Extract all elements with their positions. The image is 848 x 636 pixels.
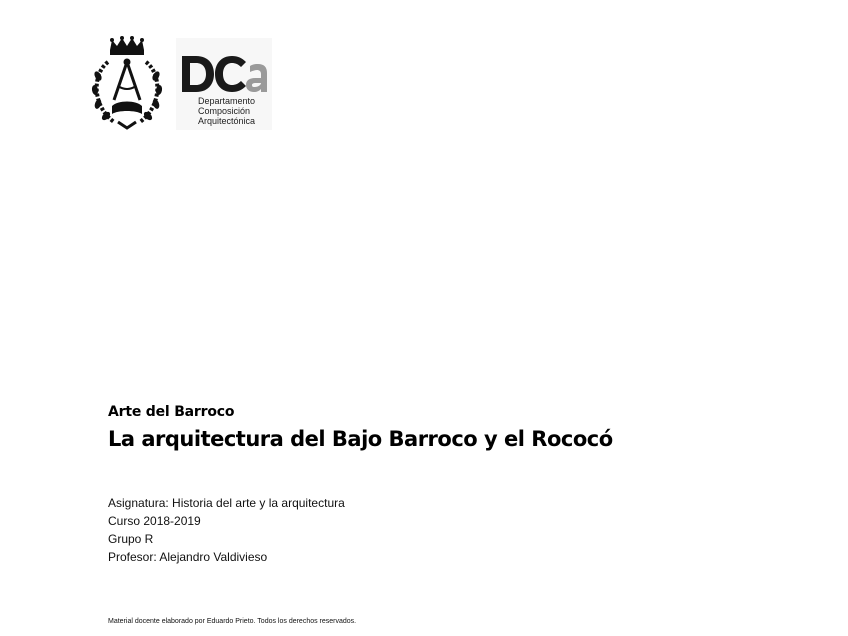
course-year: Curso 2018-2019 xyxy=(108,514,201,528)
department-name xyxy=(198,96,270,126)
course-subject: Asignatura: Historia del arte y la arquitectura xyxy=(108,496,345,510)
department-name-line: Composición xyxy=(198,106,251,116)
cover-kicker: Arte del Barroco xyxy=(108,404,235,420)
department-name-line: Departamento xyxy=(198,96,256,106)
school-emblem-logo xyxy=(88,36,166,132)
cover-title: La arquitectura del Bajo Barroco y el Rococó xyxy=(108,427,613,451)
dca-mark-logo xyxy=(180,52,268,96)
course-professor: Profesor: Alejandro Valdivieso xyxy=(108,550,268,564)
department-logo xyxy=(176,38,272,130)
course-details xyxy=(108,494,345,566)
course-group: Grupo R xyxy=(108,532,154,546)
department-name-line: Arquitectónica xyxy=(198,116,256,126)
copyright-footer: Material docente elaborado por Eduardo Prieto. Todos los derechos reservados. xyxy=(108,618,357,625)
